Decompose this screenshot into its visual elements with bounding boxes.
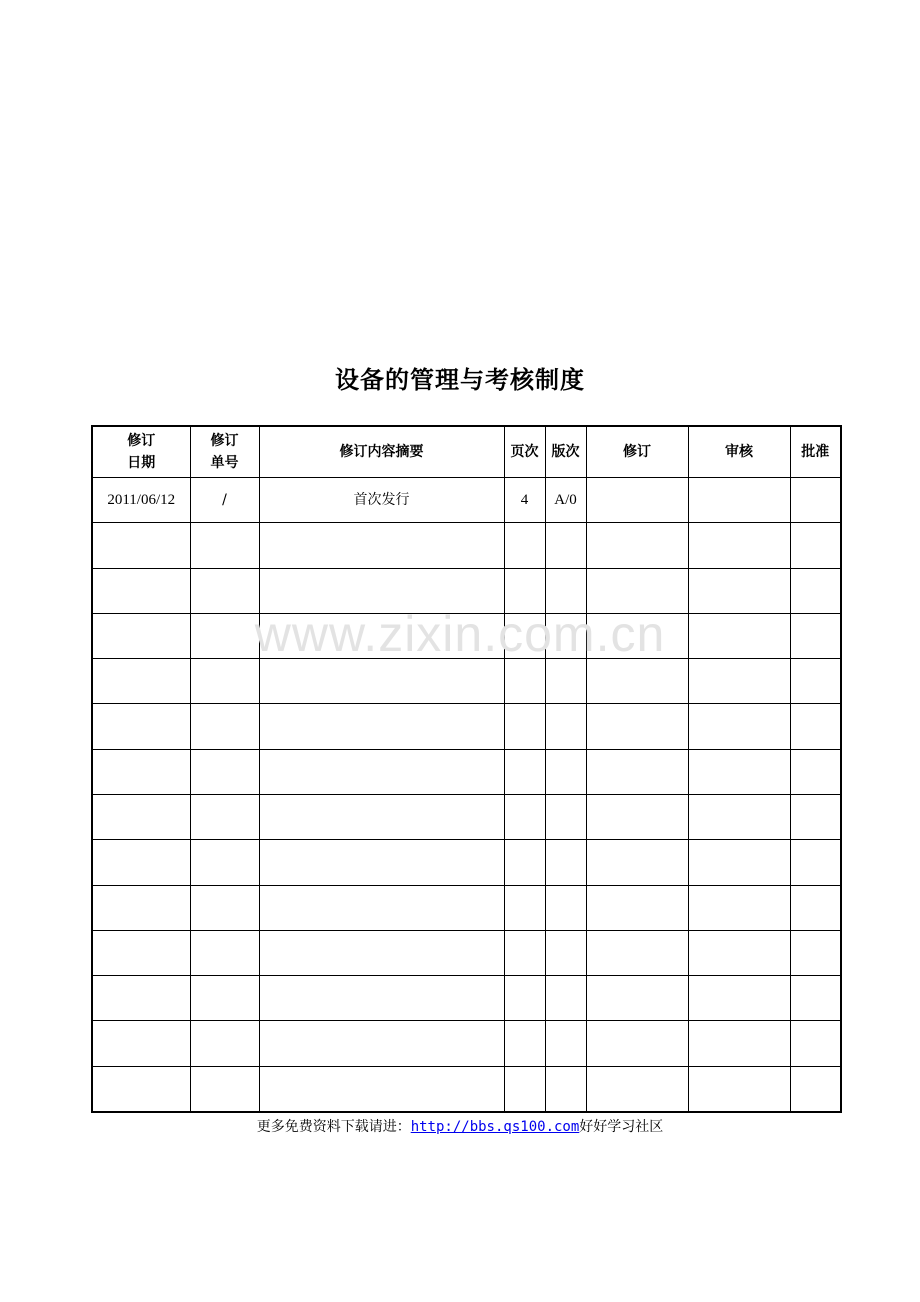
table-cell bbox=[92, 840, 190, 885]
table-cell bbox=[259, 749, 504, 794]
table-row bbox=[92, 794, 841, 839]
table-cell bbox=[190, 568, 259, 613]
header-page: 页次 bbox=[504, 426, 545, 478]
footer-suffix: 好好学习社区 bbox=[579, 1119, 664, 1135]
table-cell bbox=[92, 704, 190, 749]
table-cell bbox=[190, 523, 259, 568]
table-cell: 2011/06/12 bbox=[92, 478, 190, 523]
table-cell bbox=[688, 930, 790, 975]
table-cell bbox=[586, 478, 688, 523]
table-row bbox=[92, 976, 841, 1021]
table-cell bbox=[92, 930, 190, 975]
table-cell bbox=[504, 523, 545, 568]
table-cell bbox=[586, 976, 688, 1021]
table-cell bbox=[259, 659, 504, 704]
footer-prefix: 更多免费资料下载请进： bbox=[256, 1119, 411, 1135]
table-cell bbox=[504, 704, 545, 749]
table-cell bbox=[190, 704, 259, 749]
table-cell bbox=[688, 478, 790, 523]
table-cell bbox=[190, 1021, 259, 1066]
header-revision-number: 修订 单号 bbox=[190, 426, 259, 478]
table-cell bbox=[504, 930, 545, 975]
table-cell bbox=[504, 659, 545, 704]
table-cell bbox=[688, 659, 790, 704]
table-cell bbox=[92, 613, 190, 658]
table-cell bbox=[790, 659, 841, 704]
table-cell bbox=[259, 568, 504, 613]
table-row bbox=[92, 1066, 841, 1112]
table-cell bbox=[545, 885, 586, 930]
table-row bbox=[92, 568, 841, 613]
table-cell bbox=[688, 885, 790, 930]
table-cell bbox=[586, 1066, 688, 1112]
table-cell bbox=[586, 659, 688, 704]
table-cell bbox=[190, 659, 259, 704]
table-cell bbox=[790, 976, 841, 1021]
table-cell bbox=[504, 1021, 545, 1066]
table-cell: A/0 bbox=[545, 478, 586, 523]
table-cell bbox=[259, 704, 504, 749]
table-cell bbox=[259, 1021, 504, 1066]
table-cell bbox=[92, 659, 190, 704]
table-row bbox=[92, 523, 841, 568]
table-row bbox=[92, 704, 841, 749]
footer bbox=[0, 1116, 920, 1136]
table-cell bbox=[586, 794, 688, 839]
table-cell bbox=[259, 840, 504, 885]
table-cell bbox=[790, 794, 841, 839]
table-cell bbox=[92, 1066, 190, 1112]
table-cell bbox=[259, 930, 504, 975]
table-cell bbox=[545, 613, 586, 658]
header-revision-date: 修订 日期 bbox=[92, 426, 190, 478]
table-cell: 首次发行 bbox=[259, 478, 504, 523]
table-cell bbox=[92, 749, 190, 794]
table-cell bbox=[259, 885, 504, 930]
table-cell bbox=[190, 976, 259, 1021]
table-cell bbox=[190, 840, 259, 885]
header-approved-by: 批准 bbox=[790, 426, 841, 478]
table-row bbox=[92, 930, 841, 975]
table-cell bbox=[586, 704, 688, 749]
table-cell bbox=[92, 568, 190, 613]
table-cell bbox=[790, 885, 841, 930]
table-cell bbox=[190, 749, 259, 794]
table-cell bbox=[190, 885, 259, 930]
header-version: 版次 bbox=[545, 426, 586, 478]
table-row bbox=[92, 613, 841, 658]
table-header-row bbox=[92, 426, 841, 478]
table-cell bbox=[545, 749, 586, 794]
table-cell bbox=[504, 794, 545, 839]
watermark: www.zixin.com.cn bbox=[254, 606, 666, 662]
table-cell bbox=[504, 840, 545, 885]
table-cell bbox=[545, 568, 586, 613]
table-cell bbox=[504, 885, 545, 930]
table-cell bbox=[790, 749, 841, 794]
table-cell bbox=[504, 976, 545, 1021]
table-cell bbox=[545, 930, 586, 975]
table-cell bbox=[688, 1021, 790, 1066]
table-cell bbox=[259, 1066, 504, 1112]
table-cell: 4 bbox=[504, 478, 545, 523]
table-cell bbox=[688, 794, 790, 839]
table-cell bbox=[92, 523, 190, 568]
table-cell bbox=[790, 613, 841, 658]
table-cell bbox=[586, 1021, 688, 1066]
table-cell bbox=[688, 704, 790, 749]
table-cell bbox=[790, 704, 841, 749]
table-cell bbox=[504, 1066, 545, 1112]
table-cell bbox=[504, 568, 545, 613]
table-cell bbox=[504, 749, 545, 794]
table-cell bbox=[586, 568, 688, 613]
table-row bbox=[92, 478, 841, 523]
table-cell bbox=[790, 1066, 841, 1112]
table-cell bbox=[688, 568, 790, 613]
table-cell bbox=[504, 613, 545, 658]
table-cell bbox=[688, 1066, 790, 1112]
table-cell bbox=[190, 613, 259, 658]
table-cell: / bbox=[190, 478, 259, 523]
table-cell bbox=[688, 523, 790, 568]
table-cell bbox=[190, 930, 259, 975]
table-cell bbox=[790, 930, 841, 975]
table-row bbox=[92, 1021, 841, 1066]
table-cell bbox=[545, 840, 586, 885]
table-cell bbox=[259, 523, 504, 568]
table-cell bbox=[688, 976, 790, 1021]
table-cell bbox=[586, 613, 688, 658]
table-row bbox=[92, 749, 841, 794]
table-cell bbox=[586, 749, 688, 794]
table-cell bbox=[586, 840, 688, 885]
revision-table bbox=[91, 425, 842, 1113]
table-cell bbox=[259, 794, 504, 839]
table-cell bbox=[545, 704, 586, 749]
table-cell bbox=[688, 749, 790, 794]
table-cell bbox=[190, 1066, 259, 1112]
table-cell bbox=[586, 523, 688, 568]
table-cell bbox=[545, 659, 586, 704]
table-cell bbox=[92, 885, 190, 930]
table-row bbox=[92, 659, 841, 704]
table-cell bbox=[259, 613, 504, 658]
table-cell bbox=[688, 613, 790, 658]
footer-link[interactable]: http://bbs.qs100.com bbox=[410, 1119, 580, 1135]
table-cell bbox=[190, 794, 259, 839]
table-cell bbox=[545, 794, 586, 839]
table-row bbox=[92, 840, 841, 885]
table-cell bbox=[586, 885, 688, 930]
table-cell bbox=[790, 523, 841, 568]
table-cell bbox=[545, 523, 586, 568]
table-cell bbox=[545, 1066, 586, 1112]
table-cell bbox=[545, 976, 586, 1021]
table-cell bbox=[790, 1021, 841, 1066]
header-reviewed-by: 审核 bbox=[688, 426, 790, 478]
table-cell bbox=[688, 840, 790, 885]
document-title: 设备的管理与考核制度 bbox=[335, 366, 585, 394]
table-cell bbox=[545, 1021, 586, 1066]
header-revision-summary: 修订内容摘要 bbox=[259, 426, 504, 478]
table-row bbox=[92, 885, 841, 930]
header-revised-by: 修订 bbox=[586, 426, 688, 478]
table-cell bbox=[259, 976, 504, 1021]
table-cell bbox=[790, 840, 841, 885]
table-cell bbox=[92, 1021, 190, 1066]
table-cell bbox=[790, 568, 841, 613]
table-cell bbox=[586, 930, 688, 975]
table-cell bbox=[92, 794, 190, 839]
table-cell bbox=[92, 976, 190, 1021]
table-cell bbox=[790, 478, 841, 523]
